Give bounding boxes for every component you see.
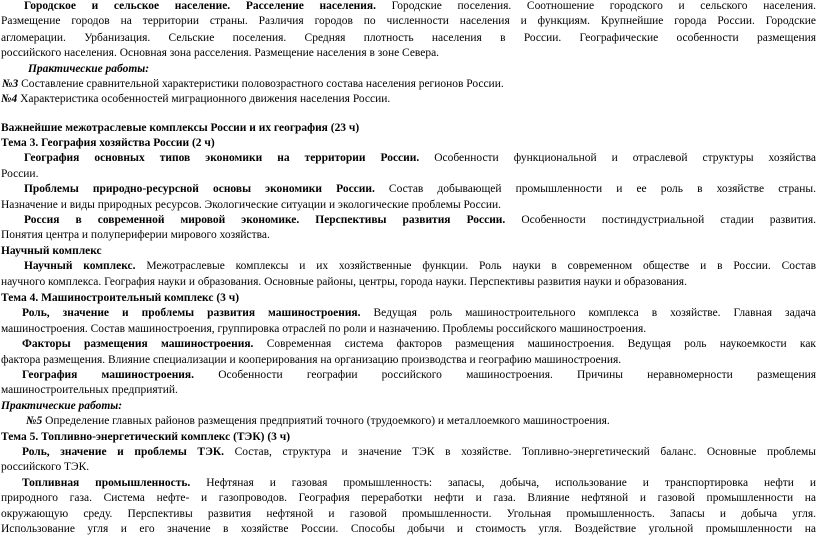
topic-5-paragraph-a-line-1: Роль, значение и проблемы ТЭК. Состав, структура и значение ТЭК в хозяйстве. Топливно-энергетический баланс. Основные проблемы [22, 446, 816, 458]
practical-works-title: Практические работы: [28, 62, 150, 75]
population-paragraph-line-4: российского населения. Основная зона расселения. Размещение населения в зоне Севера. [1, 47, 440, 60]
practical-work-5: №5 Определение главных районов размещения предприятий точного (трудоемкого) и металлоемкого машиностроения. [26, 415, 610, 428]
topic-4-paragraph-c-line-1: География машиностроения. Особенности географии российского машиностроения. Причины неравномерности размещения [22, 368, 816, 381]
topic-5-paragraph-b-line-3: окружающую среду. Перспективы развития нефтяной и газовой промышленности. Угольная промышленность. Запасы и добыча угля. [1, 507, 816, 520]
practical-works-title-2: Практические работы: [1, 399, 123, 412]
topic-3-title: Тема 3. География хозяйства России (2 ч) [1, 137, 215, 149]
topic-3-paragraph-c-line-1: Россия в современной мировой экономике. Перспективы развития России. Особенности постиндустриальной стадии развития. [24, 214, 816, 226]
practical-work-4: №4 Характеристика особенностей миграционного движения населения России. [1, 93, 391, 106]
topic-4-paragraph-b-line-2: фактора размещения. Влияние специализации и кооперирования на организацию производства и географию машиностроения. [1, 353, 622, 366]
topic-3-paragraph-a-line-2: России. [1, 167, 39, 180]
population-paragraph-line-3: агломерации. Урбанизация. Сельские поселения. Средняя плотность населения в России. Географические особенности размещения [1, 31, 816, 44]
science-complex-title: Научный комплекс [1, 244, 102, 257]
science-paragraph-line-1: Научный комплекс. Межотраслевые комплексы и их хозяйственные функции. Роль науки в современном обществе и в России. Состав [24, 260, 816, 273]
topic-3-paragraph-c-line-2: Понятия центра и полупериферии мирового хозяйства. [1, 229, 270, 242]
topic-4-paragraph-b-line-1: Факторы размещения машиностроения. Современная система факторов размещения машиностроения. Ведущая роль наукоемкости как [22, 338, 816, 351]
topic-5-paragraph-b-line-2: природного газа. Система нефте- и газопроводов. География переработки нефти и газа. Влияние нефтяной и газовой промышленности на [1, 492, 816, 505]
practical-work-3: №3 Составление сравнительной характеристики половозрастного состава населения регионов России. [2, 77, 504, 90]
topic-5-paragraph-b-line-4: Использование угля и его значение в хозяйстве России. Способы добычи и стоимость угля. Воздействие угольной промышленности на [1, 523, 816, 535]
topic-3-paragraph-b-line-1: Проблемы природно-ресурсной основы экономики России. Состав добывающей промышленности и ее роль в хозяйстве страны. [24, 183, 816, 196]
population-paragraph-line-1: Городское и сельское население. Расселение населения. Городские поселения. Соотношение городского и сельского населения. [24, 0, 816, 12]
topic-5-paragraph-b-line-1: Топливная промышленность. Нефтяная и газовая промышленность: запасы, добыча, использование и транспортировка нефти и [22, 476, 816, 489]
section-heading: Важнейшие межотраслевые комплексы России и их география (23 ч) [1, 121, 360, 134]
population-paragraph-line-2: Размещение городов на территории страны. Различия городов по численности населения и функциям. Крупнейшие города России. Городские [1, 15, 816, 28]
topic-4-paragraph-a-line-2: машиностроения. Состав машиностроения, группировка отраслей по роли и назначению. Проблемы российского машиностроения. [1, 322, 647, 335]
topic-5-paragraph-a-line-2: российского ТЭК. [1, 461, 90, 474]
topic-4-paragraph-a-line-1: Роль, значение и проблемы развития машиностроения. Ведущая роль машиностроительного комплекса в хозяйстве. Главная задача [22, 307, 816, 320]
topic-3-paragraph-b-line-2: Назначение и виды природных ресурсов. Экологические ситуации и экологические проблемы России. [1, 198, 501, 211]
topic-3-paragraph-a-line-1: География основных типов экономики на территории России. Особенности функциональной и отраслевой структуры хозяйства [24, 152, 816, 165]
settlement-heading: Городское и сельское население. Расселение населения. [24, 0, 376, 12]
topic-5-title: Тема 5. Топливно-энергетический комплекс (ТЭК) (3 ч) [1, 430, 291, 443]
topic-4-paragraph-c-line-2: машиностроительных предприятий. [1, 384, 178, 397]
science-paragraph-line-2: научного комплекса. География науки и образования. Основные районы, центры, города науки. Перспективы развития науки и образования. [1, 275, 687, 288]
topic-4-title: Тема 4. Машиностроительный комплекс (3 ч) [1, 291, 240, 304]
